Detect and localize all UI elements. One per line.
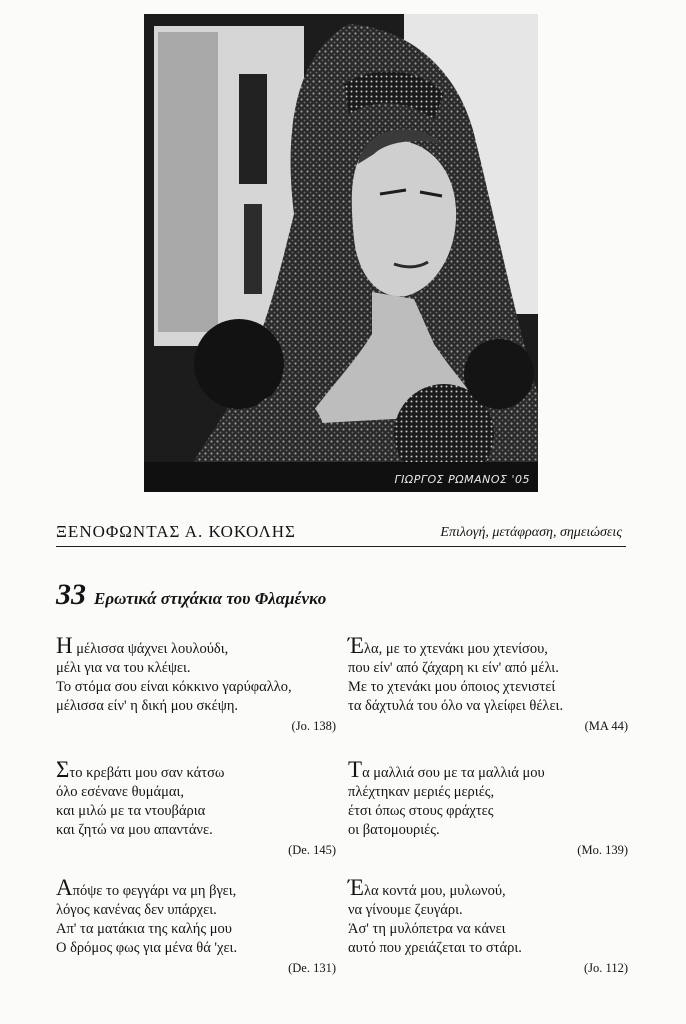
drop-initial: Έ [348,875,364,900]
artist-signature: ΓΙΩΡΓΟΣ ΡΩΜΑΝΟΣ '05 [394,473,530,486]
drop-initial: Σ [56,757,70,782]
verse-line: και ζητώ να μου απαντάνε. [56,822,213,838]
verse-line: και μιλώ με τα ντουβάρια [56,803,206,819]
drop-initial: Η [56,633,73,658]
header-subtitle: Επιλογή, μετάφραση, σημειώσεις [440,525,622,540]
verse-line: Ο δρόμος φως για μένα θά 'χει. [56,940,238,956]
stanza [56,875,336,976]
verse-line [56,875,336,901]
portrait-drawing [144,14,538,492]
verse-line: πλέχτηκαν μεριές μεριές, [348,784,495,800]
verse-line: να γίνουμε ζευγάρι. [348,902,463,918]
verse-text: λα κοντά μου, μυλωνού, [363,883,506,899]
stanza [348,757,628,858]
source-reference: (Mo. 139) [577,843,628,857]
verse-text: α μαλλιά σου με τα μαλλιά μου [362,765,545,781]
title-text: Ερωτικά στιχάκια του Φλαμένκο [94,589,327,608]
verse-text: λα, με το χτενάκι μου χτενίσου, [363,641,548,657]
verse-line [56,633,336,659]
verse-line: μέλισσα είν' η δική μου σκέψη. [56,698,239,714]
verse-text: πόψε το φεγγάρι να μη βγει, [72,883,237,899]
drop-initial: Έ [348,633,364,658]
verse-line: τα δάχτυλά του όλο να γλείφει θέλει. [348,698,564,714]
verse-line [56,757,336,783]
verse-line: Άσ' τη μυλόπετρα να κάνει [348,921,506,937]
page-header [56,520,626,547]
stanza [348,875,628,976]
verse-line: όλο εσένανε θυμάμαι, [56,784,184,800]
verse-line: Με το χτενάκι μου όποιος χτενιστεί [348,679,556,695]
stanza [56,633,336,734]
source-reference: (Jo. 138) [291,719,336,733]
stanza [348,633,628,734]
source-reference: (De. 145) [288,843,336,857]
verse-text: μέλισσα ψάχνει λουλούδι, [72,641,229,657]
stanza [56,757,336,858]
title-number: 33 [56,578,86,611]
verse-line [348,875,628,901]
source-reference: (ΜΑ 44) [584,719,628,733]
drop-initial: Τ [348,757,363,782]
verse-text: το κρεβάτι μου σαν κάτσω [69,765,225,781]
verse-line: λόγος κανένας δεν υπάρχει. [56,902,217,918]
verse-line: Απ' τα ματάκια της καλής μου [56,921,232,937]
verse-line: μέλι για να του κλέψει. [56,660,191,676]
verse-line [348,633,628,659]
article-title [56,578,616,614]
source-reference: (De. 131) [288,961,336,975]
author-name: ΞΕΝΟΦΩΝΤΑΣ Α. ΚΟΚΟΛΗΣ [56,522,296,541]
verse-line: οι βατομουριές. [348,822,440,838]
drop-initial: Α [56,875,73,900]
flamenco-woman-illustration [144,14,538,492]
verse-line: αυτό που χρειάζεται το στάρι. [348,940,522,956]
source-reference: (Jo. 112) [584,961,628,975]
verse-line: που είν' από ζάχαρη κι είν' από μέλι. [348,660,559,676]
verse-line: Το στόμα σου είναι κόκκινο γαρύφαλλο, [56,679,292,695]
verse-line: έτσι όπως στους φράχτες [348,803,494,819]
verse-line [348,757,628,783]
